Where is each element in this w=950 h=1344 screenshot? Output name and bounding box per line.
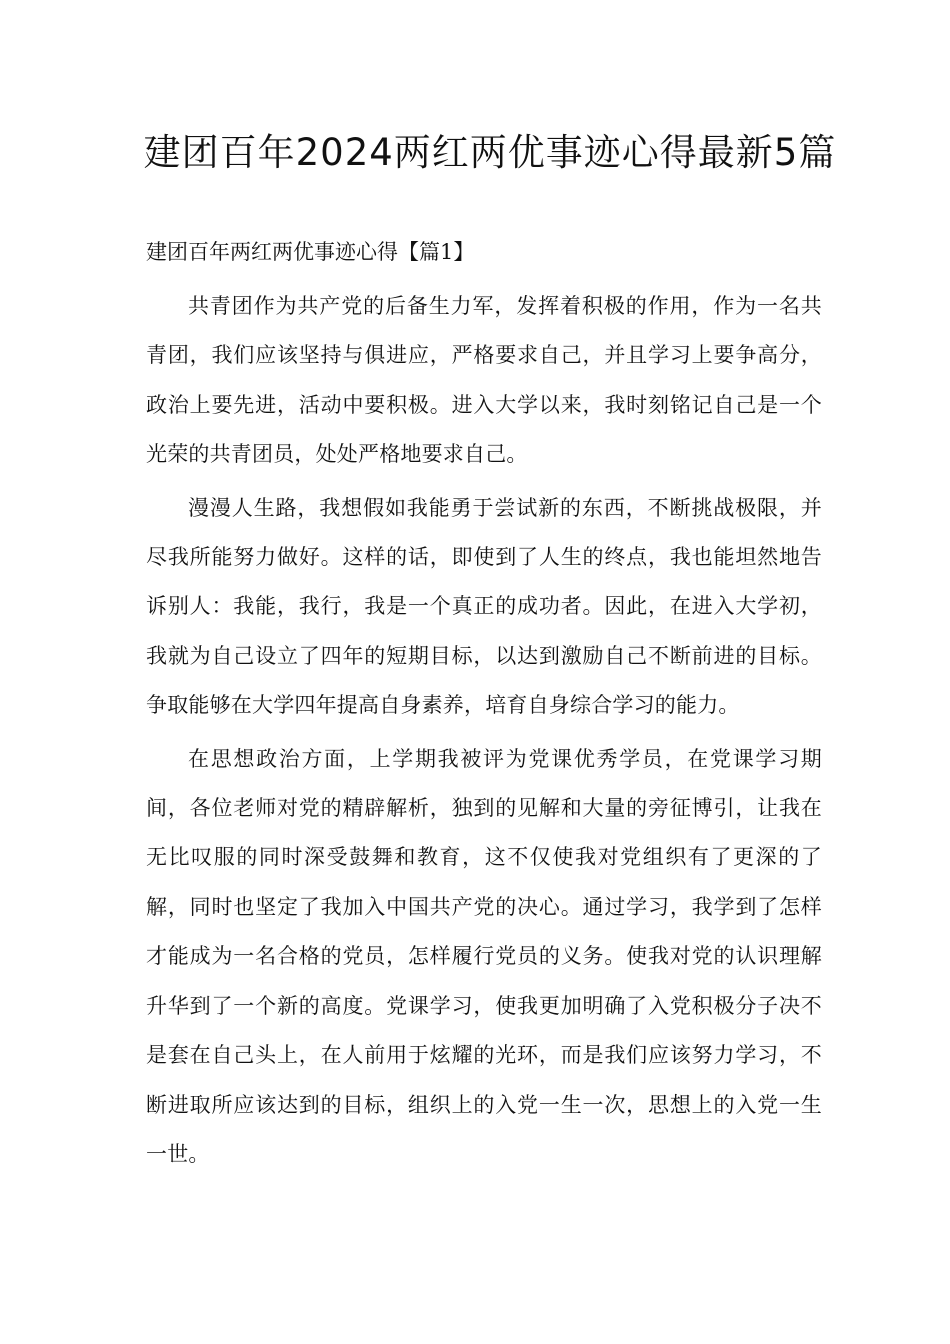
document-body (146, 282, 822, 1183)
document-title: 建团百年2024两红两优事迹心得最新5篇 (143, 131, 837, 174)
paragraph: 在思想政治方面，上学期我被评为党课优秀学员，在党课学习期间，各位老师对党的精辟解析，独到的见解和大量的旁征博引，让我在无比叹服的同时深受鼓舞和教育，这不仅使我对党组织有了更深的了解，同时也坚定了我加入中国共产党的决心。通过学习，我学到了怎样才能成为一名合格的党员，怎样履行党员的义务。使我对党的认识理解升华到了一个新的高度。党课学习，使我更加明确了入党积极分子决不是套在自己头上，在人前用于炫耀的光环，而是我们应该努力学习，不断进取所应该达到的目标，组织上的入党一生一次，思想上的入党一生一世。 (146, 746, 822, 1166)
paragraph: 共青团作为共产党的后备生力军，发挥着积极的作用，作为一名共青团，我们应该坚持与俱进应，严格要求自己，并且学习上要争高分，政治上要先进，活动中要积极。进入大学以来，我时刻铭记自己是一个光荣的共青团员，处处严格地要求自己。 (146, 294, 822, 467)
section-heading: 建团百年两红两优事迹心得【篇1】 (146, 240, 475, 264)
paragraph: 漫漫人生路，我想假如我能勇于尝试新的东西，不断挑战极限，并尽我所能努力做好。这样的话，即使到了人生的终点，我也能坦然地告诉别人：我能，我行，我是一个真正的成功者。因此，在进入大学初，我就为自己设立了四年的短期目标，以达到激励自己不断前进的目标。争取能够在大学四年提高自身素养，培育自身综合学习的能力。 (146, 495, 822, 718)
